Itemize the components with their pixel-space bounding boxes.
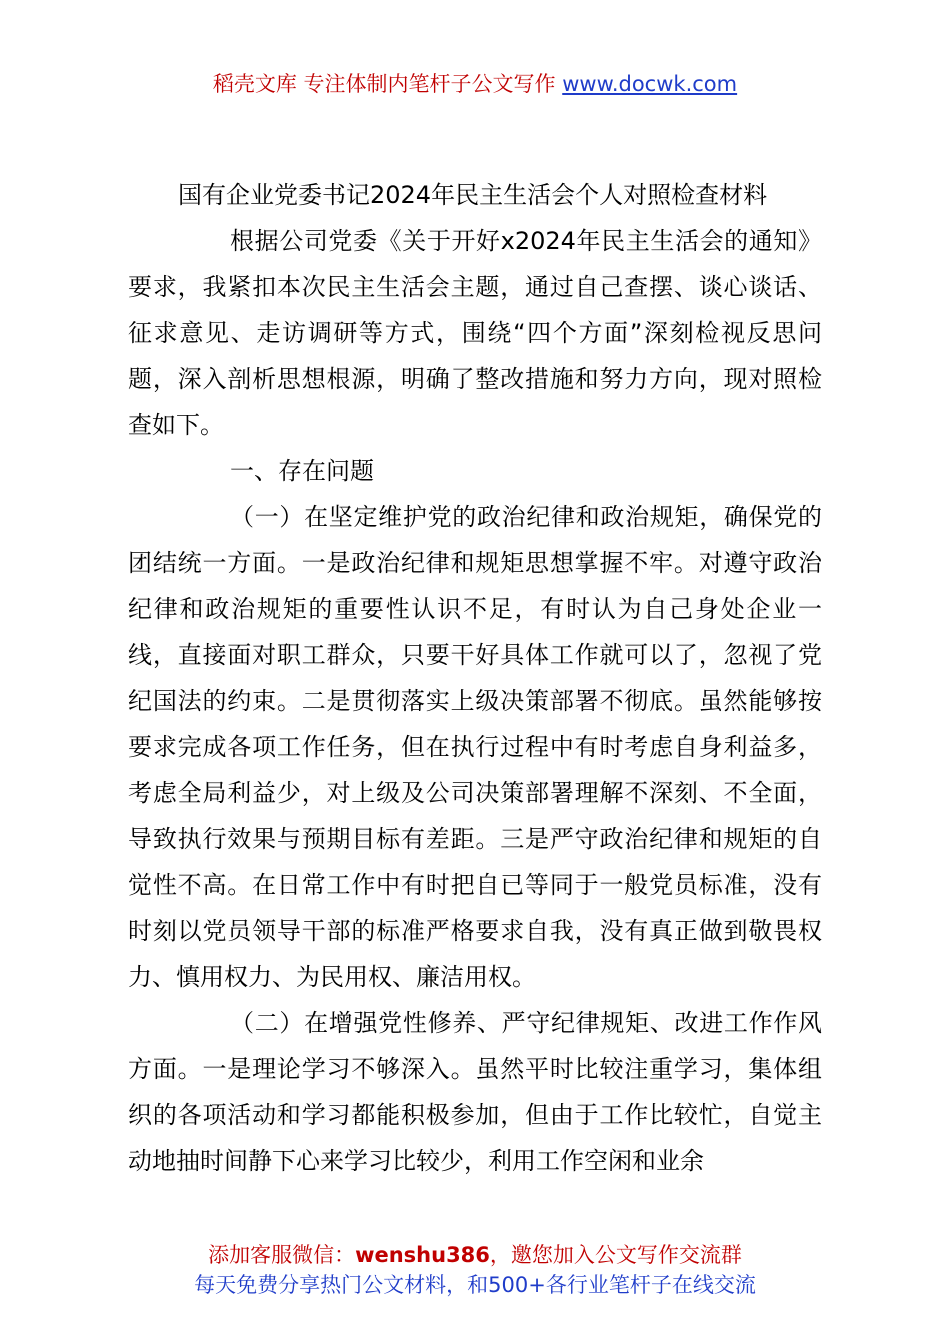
footer-share-line: 每天免费分享热门公文材料，和500+各行业笔杆子在线交流	[194, 1273, 756, 1297]
document-body	[128, 172, 822, 1184]
footer-wechat-id: wenshu386	[355, 1243, 490, 1267]
footer-wechat-line	[0, 1240, 950, 1270]
footer-wechat-prefix: 添加客服微信：	[208, 1243, 356, 1267]
site-header	[0, 68, 950, 100]
problem-paragraph-2: （二）在增强党性修养、严守纪律规矩、改进工作作风方面。一是理论学习不够深入。虽然平时比较注重学习，集体组织的各项活动和学习都能积极参加，但由于工作比较忙，自觉主动地抽时间静下心来学习比较少，利用工作空闲和业余	[128, 1009, 822, 1175]
site-url-link[interactable]: www.docwk.com	[562, 72, 738, 96]
document-title: 国有企业党委书记2024年民主生活会个人对照检查材料	[178, 181, 768, 209]
promo-footer	[0, 1240, 950, 1300]
footer-wechat-suffix: ，邀您加入公文写作交流群	[489, 1243, 742, 1267]
section-heading-problems: 一、存在问题	[230, 457, 374, 485]
problem-paragraph-1: （一）在坚定维护党的政治纪律和政治规矩，确保党的团结统一方面。一是政治纪律和规矩思想掌握不牢。对遵守政治纪律和政治规矩的重要性认识不足，有时认为自己身处企业一线，直接面对职工群众，只要干好具体工作就可以了，忽视了党纪国法的约束。二是贯彻落实上级决策部署不彻底。虽然能够按要求完成各项工作任务，但在执行过程中有时考虑自身利益多，考虑全局利益少，对上级及公司决策部署理解不深刻、不全面，导致执行效果与预期目标有差距。三是严守政治纪律和规矩的自觉性不高。在日常工作中有时把自已等同于一般党员标准，没有时刻以党员领导干部的标准严格要求自我，没有真正做到敬畏权力、慎用权力、为民用权、廉洁用权。	[128, 503, 822, 991]
intro-paragraph: 根据公司党委《关于开好x2024年民主生活会的通知》要求，我紧扣本次民主生活会主题，通过自己查摆、谈心谈话、征求意见、走访调研等方式，围绕“四个方面”深刻检视反思问题，深入剖析思想根源，明确了整改措施和努力方向，现对照检查如下。	[128, 227, 822, 439]
site-header-text: 稻壳文库 专注体制内笔杆子公文写作	[212, 72, 563, 96]
